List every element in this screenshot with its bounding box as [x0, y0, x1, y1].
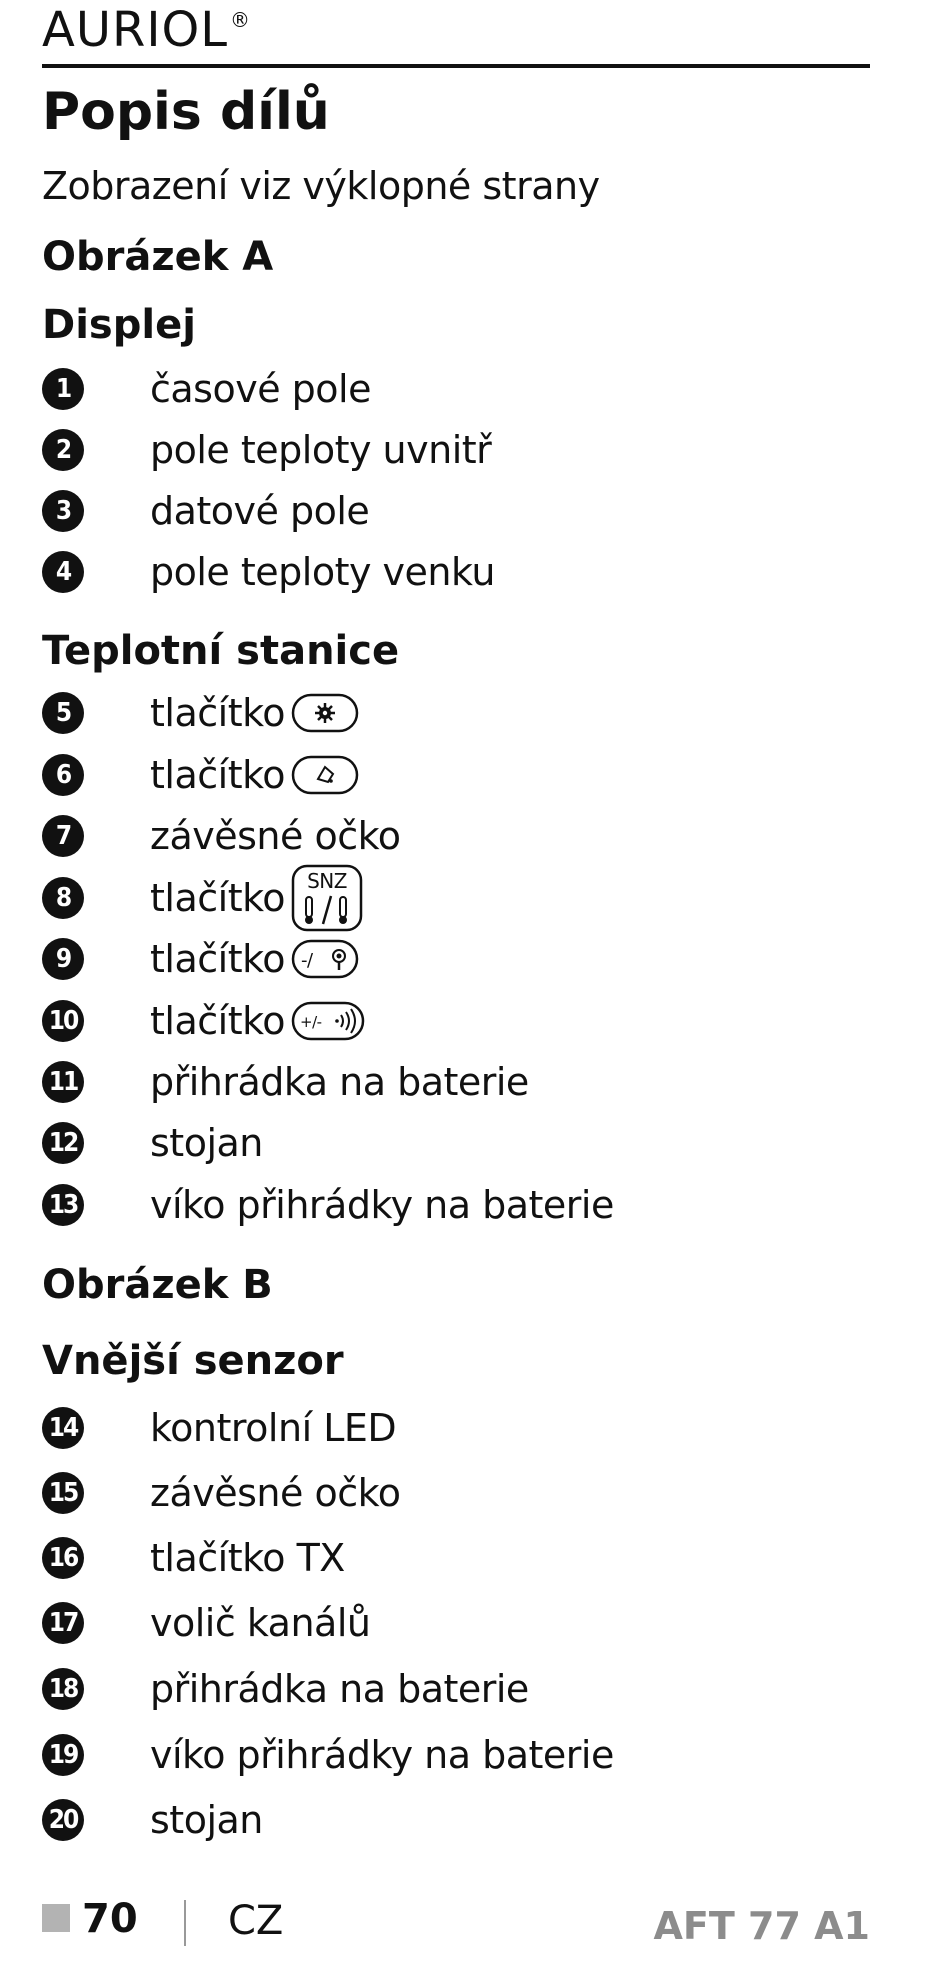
item-number: 12 — [42, 1122, 84, 1164]
list-item — [42, 1664, 529, 1714]
item-label: datové pole — [150, 489, 370, 533]
list-item — [42, 364, 371, 414]
item-label: pole teploty uvnitř — [150, 428, 492, 472]
list-item — [42, 1730, 614, 1780]
item-number: 10 — [42, 1000, 84, 1042]
item-number: 4 — [42, 551, 84, 593]
item-number: 3 — [42, 490, 84, 532]
model-number: AFT 77 A1 — [653, 1904, 870, 1948]
list-item — [42, 750, 285, 800]
item-number: 9 — [42, 938, 84, 980]
list-item — [42, 1403, 397, 1453]
page-title: Popis dílů — [42, 82, 330, 142]
station-heading: Teplotní stanice — [42, 628, 400, 674]
item-number: 1 — [42, 368, 84, 410]
list-item — [42, 811, 401, 861]
list-item — [42, 688, 285, 738]
item-number: 16 — [42, 1537, 84, 1579]
display-heading: Displej — [42, 302, 196, 348]
page-number: 70 — [82, 1896, 138, 1942]
list-item — [42, 996, 322, 1046]
item-number: 6 — [42, 754, 84, 796]
item-label: stojan — [150, 1798, 263, 1842]
list-item — [42, 1598, 371, 1648]
list-item — [42, 1057, 529, 1107]
svg-text:SNZ: SNZ — [307, 869, 347, 893]
figure-a-heading: Obrázek A — [42, 234, 274, 280]
list-item — [42, 869, 347, 923]
item-label: kontrolní LED — [150, 1406, 397, 1450]
item-number: 18 — [42, 1668, 84, 1710]
item-label: závěsné očko — [150, 814, 401, 858]
list-item — [42, 425, 492, 475]
header-rule — [42, 64, 870, 68]
item-label: tlačítko — [150, 691, 359, 735]
figure-b-heading: Obrázek B — [42, 1262, 273, 1308]
item-number: 7 — [42, 815, 84, 857]
brand-logo: AURIOL ® — [42, 2, 251, 58]
page-marker-square — [42, 1904, 70, 1932]
item-label: víko přihrádky na baterie — [150, 1183, 614, 1227]
item-number: 20 — [42, 1799, 84, 1841]
list-item — [42, 1180, 614, 1230]
item-label: přihrádka na baterie — [150, 1060, 529, 1104]
sensor-heading: Vnější senzor — [42, 1338, 344, 1384]
item-label: pole teploty venku — [150, 550, 495, 594]
list-item — [42, 934, 313, 984]
item-label: tlačítko +/- — [150, 999, 365, 1043]
svg-text:-/: -/ — [301, 950, 313, 971]
list-item — [42, 1795, 263, 1845]
item-number: 11 — [42, 1061, 84, 1103]
intro-text: Zobrazení viz výklopné strany — [42, 164, 600, 208]
language-code: CZ — [228, 1898, 284, 1944]
item-label: víko přihrádky na baterie — [150, 1733, 614, 1777]
item-label: přihrádka na baterie — [150, 1667, 529, 1711]
list-item — [42, 547, 495, 597]
item-number: 15 — [42, 1472, 84, 1514]
item-label: tlačítko SNZ — [150, 864, 363, 932]
item-number: 19 — [42, 1734, 84, 1776]
item-number: 8 — [42, 877, 84, 919]
item-number: 14 — [42, 1407, 84, 1449]
list-item — [42, 1118, 263, 1168]
plus-radio-key-icon — [291, 1001, 365, 1041]
snz-thermometer-key-icon — [291, 864, 363, 932]
item-label: tlačítko TX — [150, 1536, 345, 1580]
item-label: tlačítko — [150, 753, 359, 797]
list-item — [42, 1468, 401, 1518]
minus-signal-key-icon — [291, 939, 359, 979]
bell-key-icon — [291, 755, 359, 795]
item-number: 13 — [42, 1184, 84, 1226]
item-label: časové pole — [150, 367, 371, 411]
gear-key-icon — [291, 693, 359, 733]
item-number: 5 — [42, 692, 84, 734]
item-label: stojan — [150, 1121, 263, 1165]
footer-divider — [184, 1900, 186, 1946]
item-label: tlačítko -/ — [150, 937, 359, 981]
item-number: 2 — [42, 429, 84, 471]
list-item — [42, 486, 370, 536]
item-label: závěsné očko — [150, 1471, 401, 1515]
list-item — [42, 1533, 345, 1583]
item-label: volič kanálů — [150, 1601, 371, 1645]
svg-text:+/-: +/- — [300, 1013, 322, 1031]
item-number: 17 — [42, 1602, 84, 1644]
